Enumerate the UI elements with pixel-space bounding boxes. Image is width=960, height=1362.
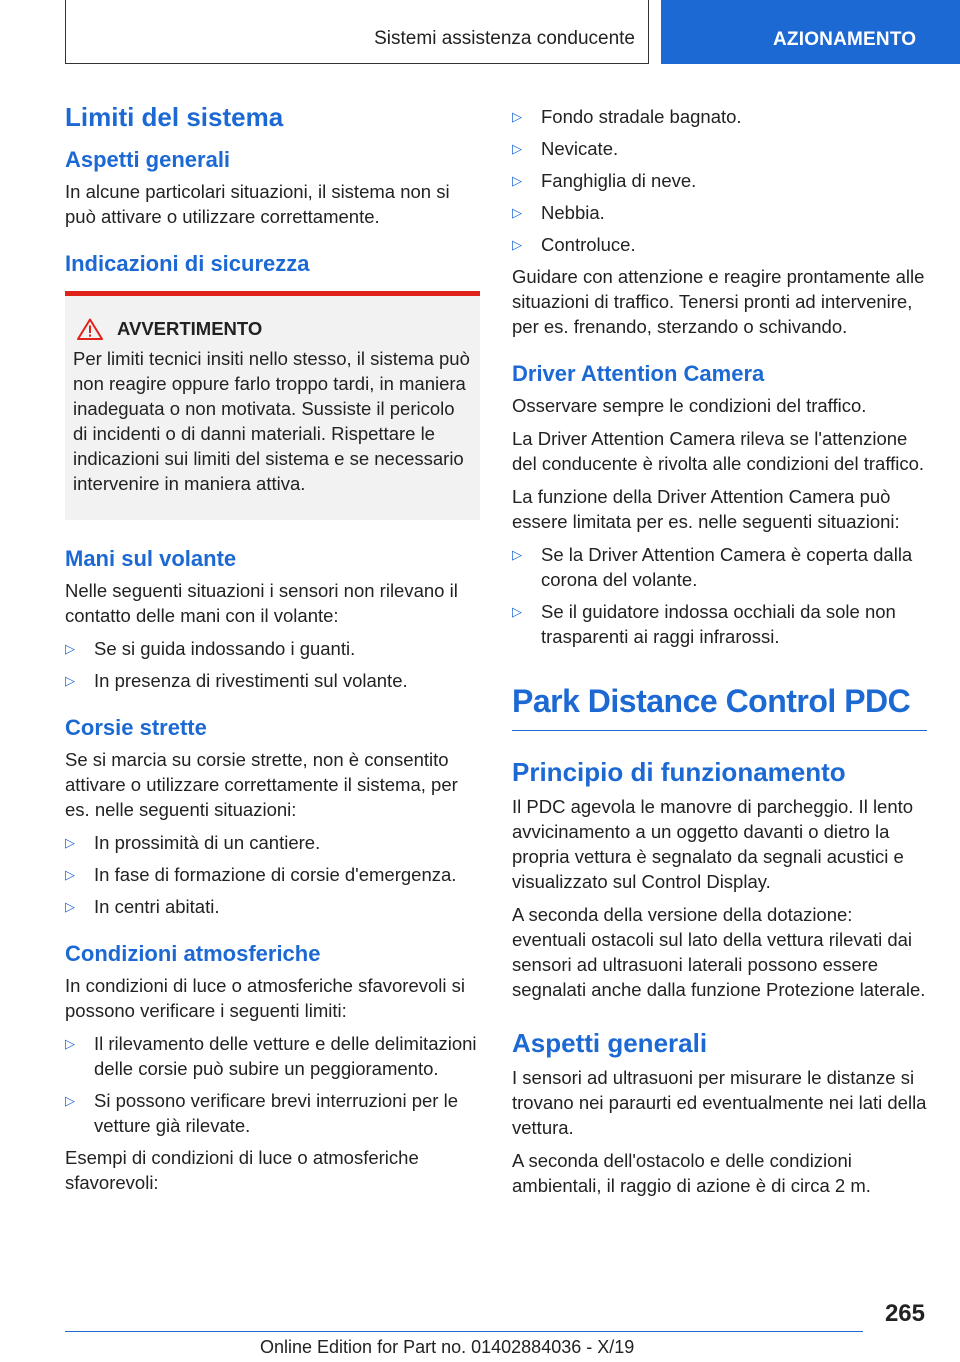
warning-text: Per limiti tecnici insiti nello stesso, il sistema può non reagire oppure farlo troppo tardi, in maniera inadeguata o non motivata. Sussiste il pericolo di incidenti o di danni materiali. Rispettare le indicazioni sui limiti del sistema e se necessario intervenire in maniera attiva. <box>73 348 470 494</box>
page-number: 265 <box>884 1300 925 1327</box>
paragraph: La funzione della Driver Attention Camera può essere limitata per es. nelle seguenti situazioni: <box>512 486 900 532</box>
list-item: ▷ Nevicate. <box>512 138 619 159</box>
list-item: ▷ In presenza di rivestimenti sul volante. <box>65 670 408 691</box>
paragraph: Guidare con attenzione e reagire prontamente alle situazioni di traffico. Tenersi pronti ad intervenire, per es. frenando, sterzando o schivando. <box>512 266 925 337</box>
triangle-bullet-icon: ▷ <box>65 1036 75 1051</box>
paragraph: Osservare sempre le condizioni del traffico. <box>512 395 867 416</box>
triangle-bullet-icon: ▷ <box>512 547 522 562</box>
bullet-list <box>65 830 480 919</box>
section-title: Sistemi assistenza conducente <box>374 28 635 49</box>
list-item: ▷ In centri abitati. <box>65 896 220 917</box>
triangle-bullet-icon: ▷ <box>65 835 75 850</box>
subheading-hands-on-wheel: Mani sul volante <box>65 546 237 571</box>
paragraph: Il PDC agevola le manovre di parcheggio. Il lento avvicinamento a un oggetto davanti o dietro la propria vettura è segnalato da segnali acustici e visualizzato sul Control Display. <box>512 796 914 892</box>
bullet-list <box>512 542 927 649</box>
right-column <box>512 96 927 1206</box>
triangle-bullet-icon: ▷ <box>65 1093 75 1108</box>
paragraph: A seconda della versione della dotazione: eventuali ostacoli sul lato della vettura rilevati dai sensori ad ultrasuoni laterali possono essere segnalati anche dalla funzione Protezione laterale. <box>512 904 926 1000</box>
paragraph: In condizioni di luce o atmosferiche sfavorevoli si possono verificare i seguenti limiti: <box>65 975 465 1021</box>
footer-divider <box>65 1331 863 1332</box>
subheading-operating-principle: Principio di funzionamento <box>512 757 846 787</box>
list-item: ▷ Il rilevamento delle vetture e delle delimitazioni delle corsie può subire un peggioramento. <box>65 1033 477 1079</box>
list-item: ▷ Se il guidatore indossa occhiali da sole non trasparenti ai raggi infrarossi. <box>512 601 896 647</box>
warning-header <box>73 318 470 340</box>
triangle-bullet-icon: ▷ <box>512 237 522 252</box>
list-item: ▷ Controluce. <box>512 234 636 255</box>
warning-box <box>65 291 480 520</box>
paragraph: A seconda dell'ostacolo e delle condizioni ambientali, il raggio di azione è di circa 2 m. <box>512 1150 871 1196</box>
footer-edition: Online Edition for Part no. 01402884036 - X/19 <box>260 1337 635 1357</box>
list-item: ▷ Nebbia. <box>512 202 605 223</box>
warning-triangle-icon <box>77 318 103 340</box>
subheading-general: Aspetti generali <box>65 147 231 172</box>
paragraph: Nelle seguenti situazioni i sensori non rilevano il contatto delle mani con il volante: <box>65 580 458 626</box>
subheading-driver-attention-camera: Driver Attention Camera <box>512 361 765 386</box>
subheading-narrow-lanes: Corsie strette <box>65 715 207 740</box>
left-column <box>65 96 480 1203</box>
list-item: ▷ Fanghiglia di neve. <box>512 170 697 191</box>
triangle-bullet-icon: ▷ <box>512 109 522 124</box>
subheading-general-pdc: Aspetti generali <box>512 1028 708 1058</box>
warning-title: AVVERTIMENTO <box>117 318 263 339</box>
triangle-bullet-icon: ▷ <box>512 205 522 220</box>
list-item: ▷ Se la Driver Attention Camera è coperta dalla corona del volante. <box>512 544 913 590</box>
bullet-list <box>512 104 927 257</box>
bullet-list <box>65 1031 480 1138</box>
chapter-title-pdc: Park Distance Control PDC <box>512 683 927 731</box>
paragraph: La Driver Attention Camera rileva se l'attenzione del conducente è rivolta alle condizioni del traffico. <box>512 428 925 474</box>
section-heading-limits: Limiti del sistema <box>65 102 284 132</box>
list-item: ▷ In prossimità di un cantiere. <box>65 832 321 853</box>
triangle-bullet-icon: ▷ <box>65 641 75 656</box>
triangle-bullet-icon: ▷ <box>65 673 75 688</box>
paragraph: I sensori ad ultrasuoni per misurare le distanze si trovano nei paraurti ed eventualmente nei lati della vettura. <box>512 1067 927 1138</box>
triangle-bullet-icon: ▷ <box>65 867 75 882</box>
triangle-bullet-icon: ▷ <box>65 899 75 914</box>
triangle-bullet-icon: ▷ <box>512 604 522 619</box>
triangle-bullet-icon: ▷ <box>512 173 522 188</box>
list-item: ▷ Fondo stradale bagnato. <box>512 106 742 127</box>
paragraph: In alcune particolari situazioni, il sistema non si può attivare o utilizzare correttamente. <box>65 181 450 227</box>
subheading-weather: Condizioni atmosferiche <box>65 941 321 966</box>
bullet-list <box>65 636 480 693</box>
chapter-tab[interactable]: AZIONAMENTO <box>661 0 960 64</box>
paragraph: Esempi di condizioni di luce o atmosferiche sfavorevoli: <box>65 1147 419 1193</box>
subheading-safety: Indicazioni di sicurezza <box>65 251 310 276</box>
paragraph: Se si marcia su corsie strette, non è consentito attivare o utilizzare correttamente il sistema, per es. nelle seguenti situazioni: <box>65 749 458 820</box>
list-item: ▷ Si possono verificare brevi interruzioni per le vetture già rilevate. <box>65 1090 459 1136</box>
list-item: ▷ Se si guida indossando i guanti. <box>65 638 356 659</box>
list-item: ▷ In fase di formazione di corsie d'emergenza. <box>65 864 457 885</box>
triangle-bullet-icon: ▷ <box>512 141 522 156</box>
